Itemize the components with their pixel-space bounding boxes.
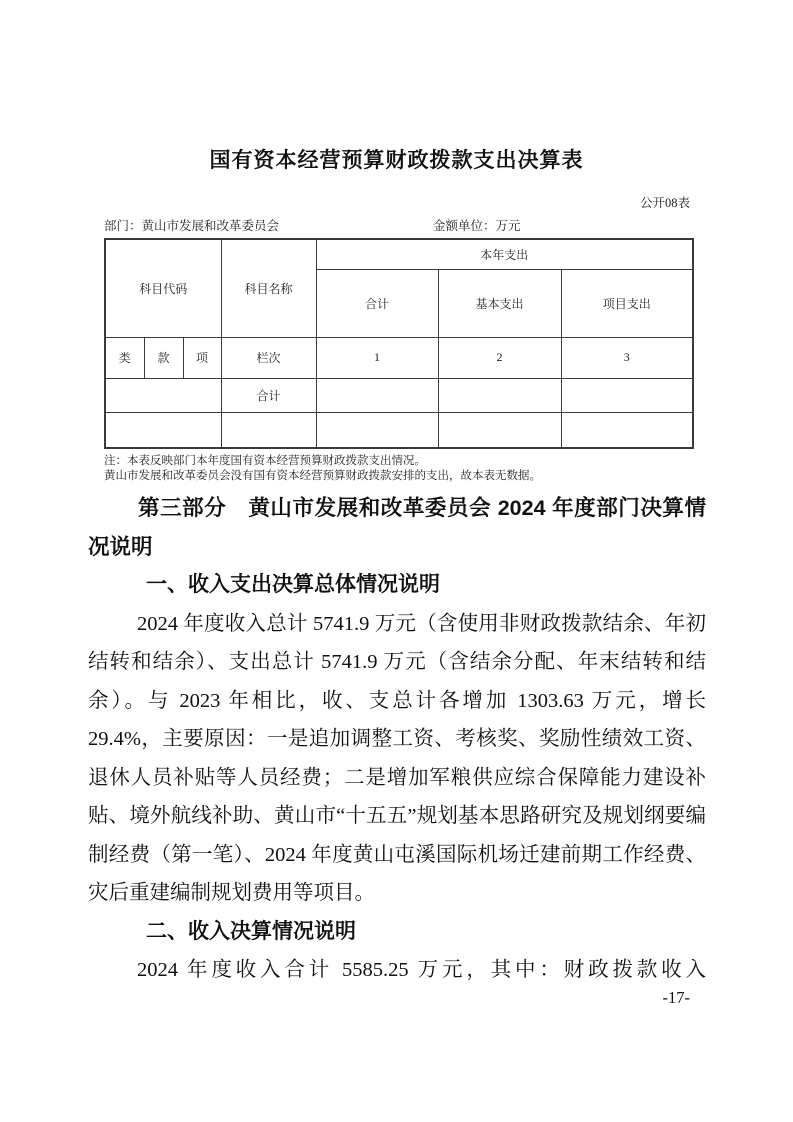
section1-heading: 一、收入支出决算总体情况说明 [146,573,440,596]
row-empty-value-basic [438,412,561,448]
expenditure-table [104,238,694,449]
row-total-code [105,378,221,412]
paragraph-overview: 2024 年度收入总计 5741.9 万元（含使用非财政拨款结余、年初结转和结余）、支出总计 5741.9 万元（含结余分配、年末结转和结余）。与 2023 年相比，收、支总计各增加 1303.63 万元，增长 29.4%，主要原因：一是追加调整工资、考核奖、奖励性绩效工资、退休人员补贴等人员经费；二是增加军粮供应综合保障能力建设补贴、境外航线补助、黄山市“十五五”规划基本思路研究及规划纲要编制经费（第一笔）、2024 年度黄山屯溪国际机场迁建前期工作经费、灾后重建编制规划费用等项目。 [88,612,706,904]
table-notes [104,454,704,483]
table-row [105,337,693,378]
report-title: 国有资本经营预算财政拨款支出决算表 [209,149,584,172]
column-number-3: 3 [561,337,693,378]
table-row [105,378,693,412]
department-label: 部门：黄山市发展和改革委员会 [104,219,280,233]
column-number-2: 2 [438,337,561,378]
header-basic-expenditure: 基本支出 [438,269,561,337]
paragraph-income: 2024 年度收入合计 5585.25 万元，其中：财政拨款收入 [137,959,706,981]
table-meta-row [104,216,692,234]
row-empty-value-project [561,412,693,448]
part3-heading: 第三部分 黄山市发展和改革委员会 2024 年度部门决算情况说明 [88,496,706,559]
row-total-name: 合计 [221,378,316,412]
header-current-year-expenditure: 本年支出 [316,239,693,269]
table-row [105,239,693,269]
header-subject-code: 科目代码 [105,239,221,337]
row-total-value-total [316,378,438,412]
header-item: 项 [183,337,221,378]
row-empty-name [221,412,316,448]
note-line-2: 黄山市发展和改革委员会没有国有资本经营预算财政拨款安排的支出，故本表无数据。 [104,469,541,482]
header-total: 合计 [316,269,438,337]
row-total-value-basic [438,378,561,412]
header-project-expenditure: 项目支出 [561,269,693,337]
page-number: -17- [662,988,690,1007]
note-line-1: 注：本表反映部门本年度国有资本经营预算财政拨款支出情况。 [104,455,426,467]
header-category: 类 [105,337,144,378]
header-section: 款 [144,337,183,378]
row-total-value-project [561,378,693,412]
column-number-1: 1 [316,337,438,378]
header-subject-name: 科目名称 [221,239,316,337]
row-empty-value-total [316,412,438,448]
header-column-label: 栏次 [221,337,316,378]
section2-heading: 二、收入决算情况说明 [146,919,356,943]
narrative-section [88,489,706,990]
amount-unit-label: 金额单位：万元 [433,219,521,233]
public-table-number: 公开08表 [639,196,690,210]
row-empty-code [105,412,221,448]
table-row [105,412,693,448]
